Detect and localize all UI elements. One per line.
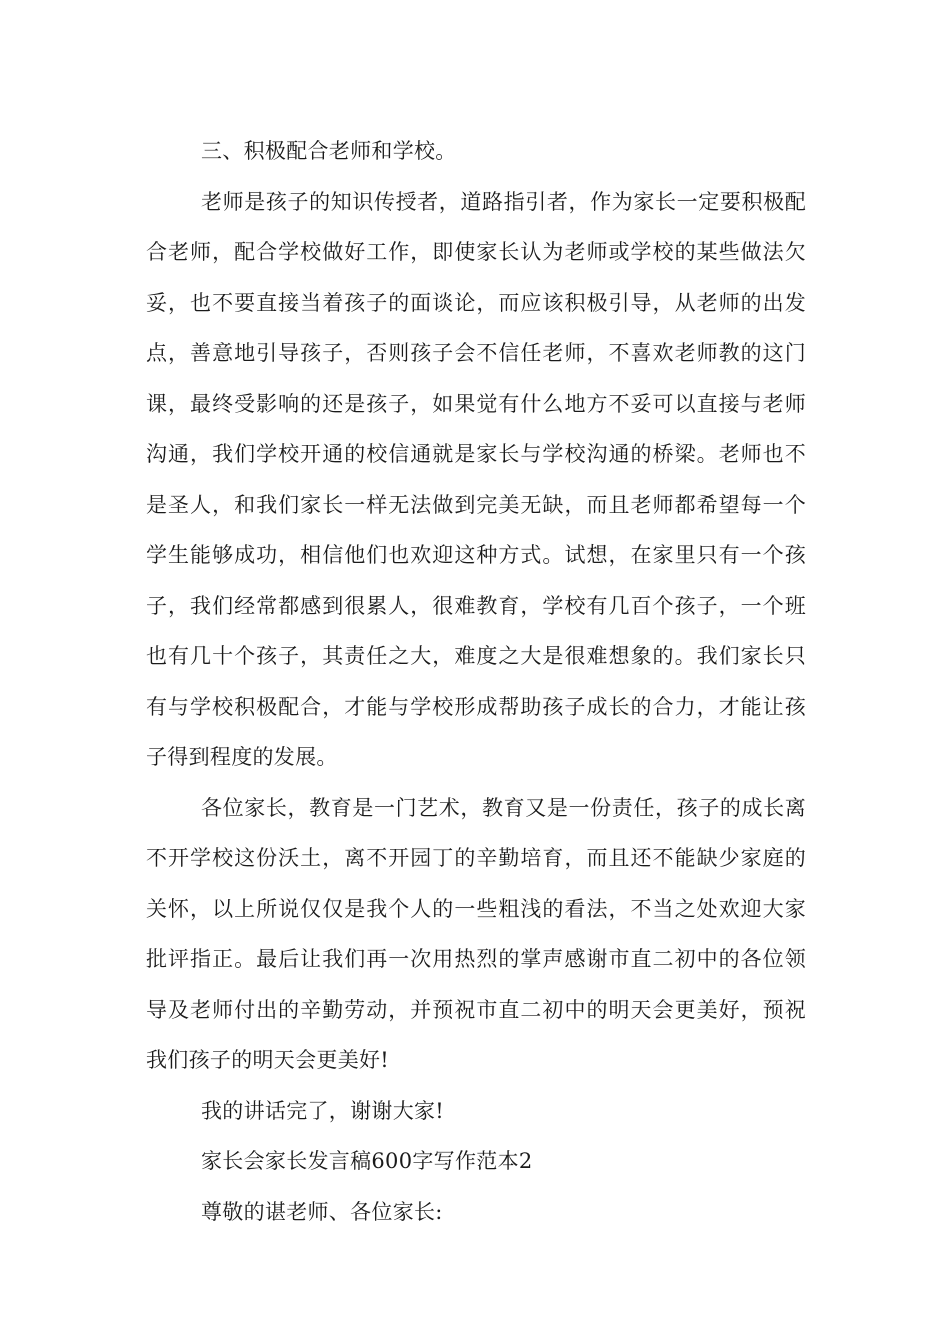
document-body (146, 126, 806, 1237)
section-heading: 三、积极配合老师和学校。 (201, 139, 457, 163)
salutation: 尊敬的谌老师、各位家长: (201, 1199, 443, 1224)
article-title: 家长会家长发言稿600字写作范本2 (201, 1149, 533, 1173)
closing-line: 我的讲话完了，谢谢大家! (201, 1098, 445, 1123)
body-paragraph: 各位家长，教育是一门艺术，教育又是一份责任，孩子的成长离不开学校这份沃土，离不开园丁的辛勤培育，而且还不能缺少家庭的关怀，以上所说仅仅是我个人的一些粗浅的看法，不当之处欢迎大家批评指正。最后让我们再一次用热烈的掌声感谢市直二初中的各位领导及老师付出的辛勤劳动，并预祝市直二初中的明天会更美好，预祝我们孩子的明天会更美好! (146, 795, 806, 1072)
body-paragraph: 老师是孩子的知识传授者，道路指引者，作为家长一定要积极配合老师，配合学校做好工作，即使家长认为老师或学校的某些做法欠妥，也不要直接当着孩子的面谈论，而应该积极引导，从老师的出发点，善意地引导孩子，否则孩子会不信任老师，不喜欢老师教的这门课，最终受影响的还是孩子，如果觉有什么地方不妥可以直接与老师沟通，我们学校开通的校信通就是家长与学校沟通的桥梁。老师也不是圣人，和我们家长一样无法做到完美无缺，而且老师都希望每一个学生能够成功，相信他们也欢迎这种方式。试想，在家里只有一个孩子，我们经常都感到很累人，很难教育，学校有几百个孩子，一个班也有几十个孩子，其责任之大，难度之大是很难想象的。我们家长只有与学校积极配合，才能与学校形成帮助孩子成长的合力，才能让孩子得到程度的发展。 (146, 189, 806, 769)
